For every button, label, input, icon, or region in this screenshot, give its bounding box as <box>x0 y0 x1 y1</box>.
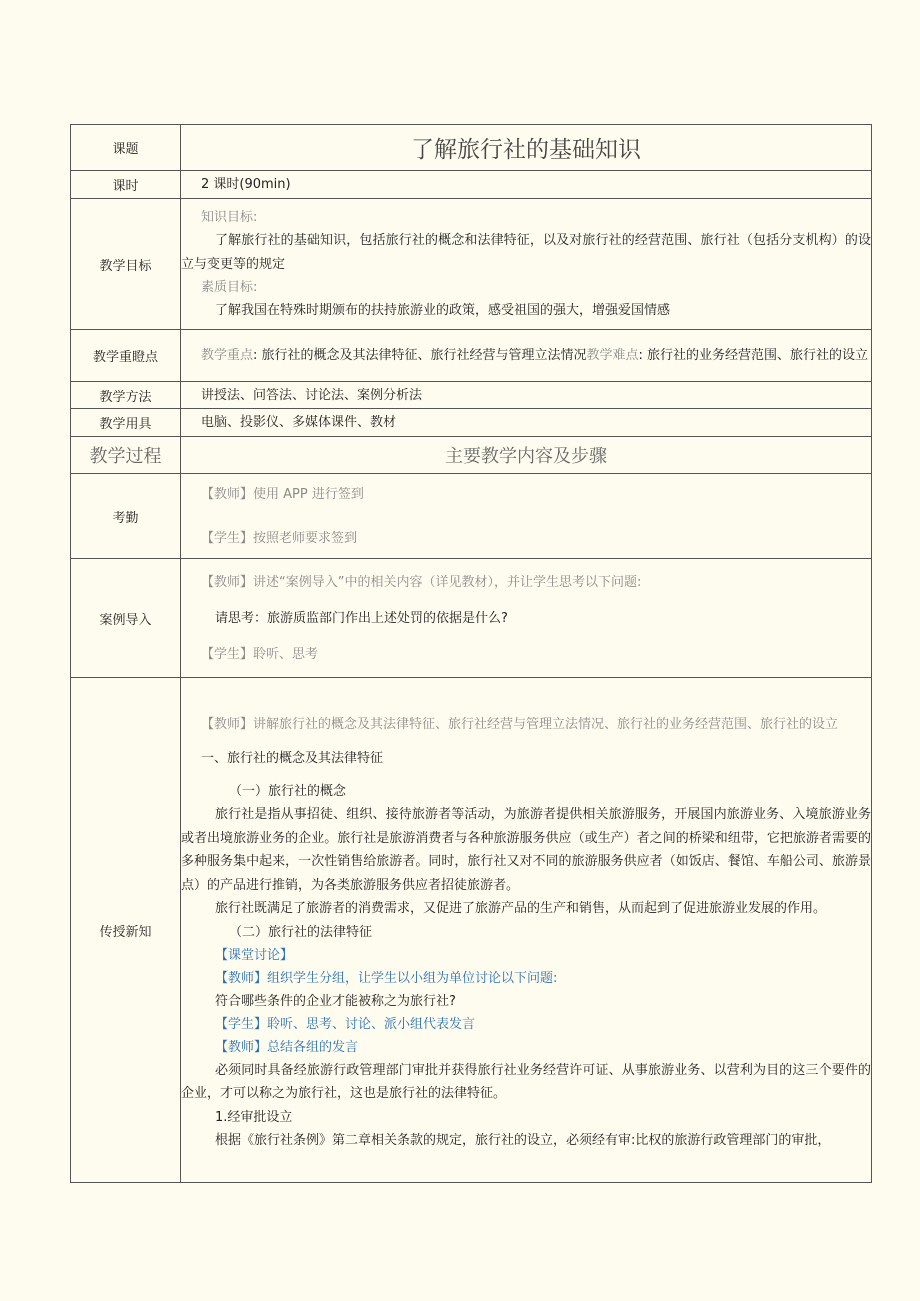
attendance-student: 【学生】按照老师要求签到 <box>201 530 358 546</box>
nk-discussion: 【课堂讨论】 <box>215 947 294 963</box>
knowledge-text: 了解旅行社的基础知识，包括旅行社的概念和法律特征，以及对旅行社的经营范围、旅行社（包括分支机构）的设立与变更等的规定 <box>181 233 871 272</box>
case-intro-label: 案例导入 <box>71 559 181 678</box>
case-intro-cell <box>181 559 872 678</box>
tools-label: 教学用具 <box>71 409 181 437</box>
case-student: 【学生】聆听、思考 <box>201 646 319 662</box>
hours-label: 课时 <box>71 171 181 199</box>
tools-text: 电脑、投影仪、多媒体课件、教材 <box>201 415 397 430</box>
nk-item1: 1.经审批设立 <box>215 1109 293 1125</box>
nk-section1: 一、旅行社的概念及其法律特征 <box>201 751 384 766</box>
nk-para4: 根据《旅行社条例》第二章相关条款的规定，旅行社的设立，必须经有审:比权的旅游行政管理部门的审批， <box>215 1132 831 1148</box>
nk-sub1: （一）旅行社的概念 <box>229 784 347 799</box>
objectives-cell <box>181 199 872 330</box>
methods-label: 教学方法 <box>71 382 181 409</box>
key-text: : 旅行社的概念及其法律特征、旅行社经营与管理立法情况 <box>253 347 587 363</box>
attendance-label: 考勤 <box>71 474 181 559</box>
methods-text: 讲授法、问答法、讨论法、案例分析法 <box>201 387 423 403</box>
case-teacher: 【教师】讲述“案例导入”中的相关内容（详见教材），并让学生思考以下问题: <box>201 574 642 590</box>
nk-teacher-summary: 【教师】总结各组的发言 <box>215 1039 359 1055</box>
new-knowledge-label: 传授新知 <box>71 678 181 1183</box>
difficult-title: 教学难点 <box>586 347 639 363</box>
nk-para2: 旅行社既满足了旅游者的消费需求，又促进了旅游产品的生产和销售，从而起到了促进旅游业发展的作用。 <box>215 901 827 916</box>
nk-para1: 旅行社是指从事招徒、组织、接待旅游者等活动，为旅游者提供相关旅游服务，开展国内旅游业务、入境旅游业务或者出境旅游业务的企业。旅行社是旅游消费者与各种旅游服务供应（或生产）者之间的桥梁和纽带，它把旅游者需要的多种服务集中起来，一次性销售给旅游者。同时，旅行社又对不同的旅游服务供应者（如饭店、餐馆、车船公司、旅游景点）的产品进行推销，为各类旅游服务供应者招徒旅游者。 <box>181 807 871 893</box>
keypoints-text <box>181 344 871 368</box>
page-title: 了解旅行社的基础知识 <box>181 125 872 171</box>
tools-cell <box>181 409 872 437</box>
lesson-plan-table <box>70 124 872 1183</box>
nk-para3: 必须同时具备经旅游行政管理部门审批并获得旅行社业务经营许可证、从事旅游业务、以营利为目的这三个要件的企业，才可以称之为旅行社，这也是旅行社的法律特征。 <box>181 1062 871 1101</box>
nk-student-discuss: 【学生】聆听、思考、讨论、派小组代表发言 <box>215 1016 476 1032</box>
nk-sub2: （二）旅行社的法律特征 <box>229 924 373 940</box>
nk-discuss-question: 符合哪些条件的企业才能被称之为旅行社? <box>215 993 456 1009</box>
quality-text: 了解我国在特殊时期颁布的扶持旅游业的政策，感受祖国的强大，增强爱国情感 <box>215 303 671 318</box>
objectives-label: 教学目标 <box>71 199 181 330</box>
knowledge-title: 知识目标: <box>201 210 258 225</box>
hours-value: 2 课时(90min) <box>201 177 291 192</box>
keypoints-label: 教学重瞪点 <box>71 330 181 382</box>
hours-cell <box>181 171 872 199</box>
difficult-text: : 旅行社的业务经营范围、旅行社的设立 <box>638 347 869 363</box>
quality-title: 素质目标: <box>201 280 258 295</box>
process-header-right: 主要教学内容及步骤 <box>181 437 872 474</box>
attendance-cell <box>181 474 872 559</box>
key-title: 教学重点 <box>201 347 254 363</box>
nk-teacher-discuss: 【教师】组织学生分组，让学生以小组为单位讨论以下问题: <box>215 970 558 986</box>
topic-label: 课题 <box>71 125 181 171</box>
new-knowledge-cell <box>181 678 872 1183</box>
nk-teacher-intro: 【教师】讲解旅行社的概念及其法律特征、旅行社经营与管理立法情况、旅行社的业务经营范围、旅行社的设立 <box>201 717 839 732</box>
keypoints-cell <box>181 330 872 382</box>
case-question: 请思考：旅游质监部门作出上述处罚的依据是什么? <box>215 610 508 626</box>
process-header-left: 教学过程 <box>71 437 181 474</box>
attendance-teacher: 【教师】使用 APP 进行签到 <box>201 486 364 502</box>
methods-cell <box>181 382 872 409</box>
